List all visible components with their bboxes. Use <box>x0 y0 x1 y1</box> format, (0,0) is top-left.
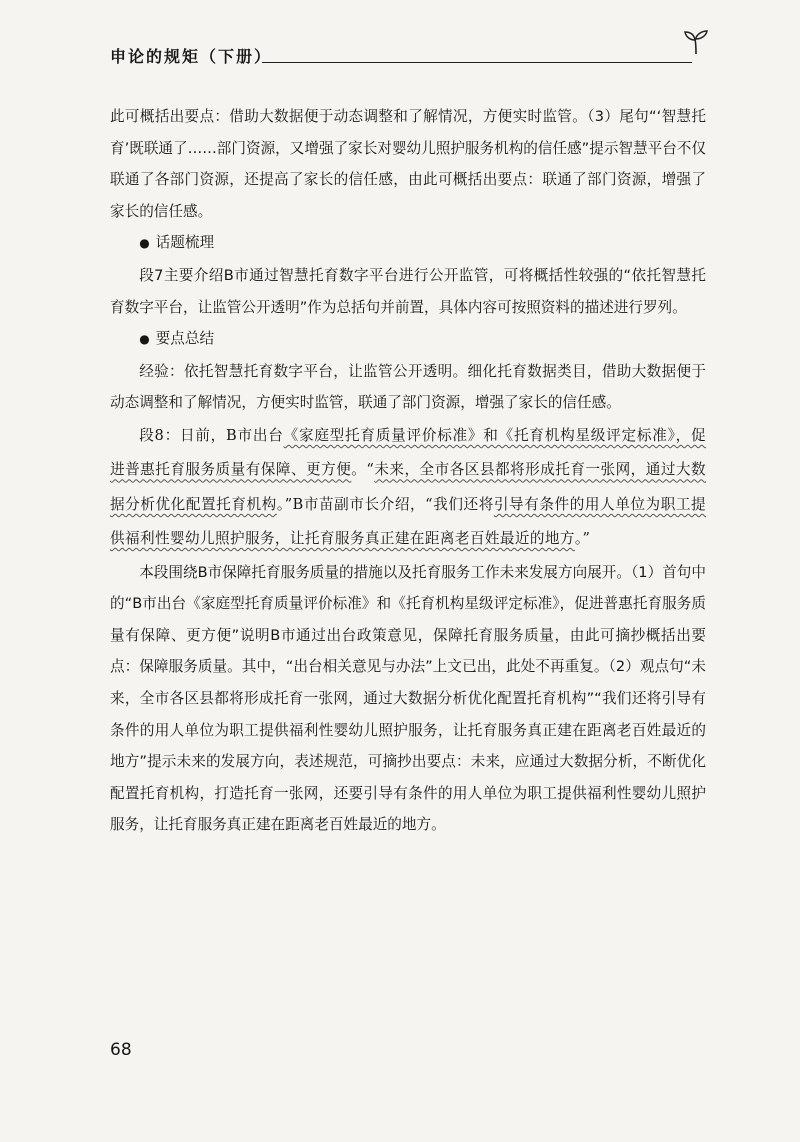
excerpt-underlined-3: 引导有条件的用人单位为职工提供福利性婴幼儿照护服务，让托育服务真正建在距离老百姓最近的地方 <box>110 495 707 548</box>
excerpt-lead: 段8：日前，B市出台 <box>139 426 284 444</box>
excerpt-underlined-2: 未来，全市各区县都将形成托育一张网，通过大数据分析优化配置托育机构 <box>110 461 706 513</box>
topic-heading: ● 话题梳理 <box>110 227 706 260</box>
page-body <box>110 101 706 841</box>
source-excerpt-paragraph <box>110 419 706 557</box>
page-header <box>110 42 710 72</box>
summary-heading: ● 要点总结 <box>110 323 706 356</box>
analysis-paragraph: 本段围绕B市保障托育服务质量的措施以及托育服务工作未来发展方向展开。（1）首句中的“B市出台《家庭型托育质量评价标准》和《托育机构星级评定标准》，促进普惠托育服务质量有保障、更方便”说明B市通过出台政策意见，保障托育服务质量，由此可摘抄概括出要点：保障服务质量。其中，“出台相关意见与办法”上文已出，此处不再重复。（2）观点句“未来，全市各区县都将形成托育一张网，通过大数据分析优化配置托育机构”“我们还将引导有条件的用人单位为职工提供福利性婴幼儿照护服务，让托育服务真正建在距离老百姓最近的地方”提示未来的发展方向，表述规范，可摘抄出要点：未来，应通过大数据分析，不断优化配置托育机构，打造托育一张网，还要引导有条件的用人单位为职工提供福利性婴幼儿照护服务，让托育服务真正建在距离老百姓最近的地方。 <box>110 563 706 834</box>
excerpt-mid-1: 。“ <box>351 461 375 479</box>
page-number: 68 <box>110 1040 132 1060</box>
sprout-icon <box>682 28 710 56</box>
excerpt-underlined-1: 《家庭型托育质量评价标准》和《托育机构星级评定标准》，促进普惠托育服务质量有保障、更方便 <box>110 426 706 479</box>
topic-paragraph: 段7主要介绍B市通过智慧托育数字平台进行公开监管，可将概括性较强的“依托智慧托育数字平台，让监管公开透明”作为总括句并前置，具体内容可按照资料的描述进行罗列。 <box>110 266 706 316</box>
book-title: 申论的规矩（下册） <box>110 47 273 66</box>
excerpt-end: 。” <box>574 530 591 548</box>
continued-paragraph: 此可概括出要点：借助大数据便于动态调整和了解情况，方便实时监管。（3）尾句“‘智慧托育’既联通了……部门资源，又增强了家长对婴幼儿照护服务机构的信任感”提示智慧平台不仅联通了各部门资源，还提高了家长的信任感，由此可概括出要点：联通了部门资源，增强了家长的信任感。 <box>110 108 706 220</box>
summary-paragraph: 经验：依托智慧托育数字平台，让监管公开透明。细化托育数据类目，借助大数据便于动态调整和了解情况，方便实时监管，联通了部门资源，增强了家长的信任感。 <box>110 362 706 412</box>
header-rule <box>262 62 692 63</box>
excerpt-mid-2: 。”B市苗副市长介绍，“我们还将 <box>276 495 494 513</box>
